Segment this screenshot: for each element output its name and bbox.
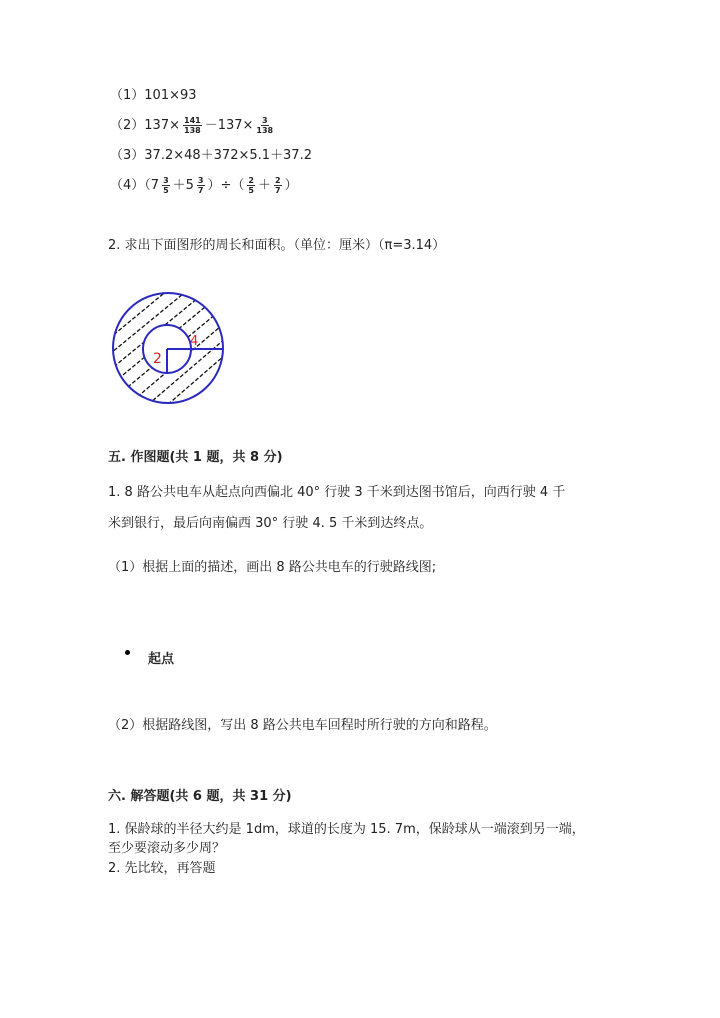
section-5-q1-line2: 米到银行，最后向南偏西 30° 行驶 4. 5 千米到达终点。 [108, 516, 433, 531]
section-6-q2: 2. 先比较，再答题 [108, 861, 216, 876]
expression: 37.2×48＋372×5.1＋37.2 [144, 148, 312, 163]
expr-part: ）÷（ [207, 178, 245, 193]
numerator: 3 [197, 176, 204, 185]
question-2-text: 2. 求出下面图形的周长和面积。（单位：厘米）（π=3.14） [108, 238, 446, 253]
item-label: （3） [110, 148, 145, 163]
calc-q1 [110, 87, 197, 105]
denominator: 5 [163, 186, 169, 195]
expr-part: ） [284, 178, 298, 193]
item-label: （4） [110, 178, 145, 193]
outer-radius-label: 4 [190, 334, 199, 349]
start-point-label: 起点 [148, 652, 175, 667]
section-5-sub1: （1）根据上面的描述，画出 8 路公共电车的行驶路线图; [108, 560, 437, 575]
numerator: 141 [184, 116, 201, 125]
expr-part: 137× [144, 118, 180, 133]
expr-part: ＋ [257, 178, 271, 193]
denominator: 138 [256, 126, 274, 135]
denominator: 7 [275, 186, 281, 195]
calc-q4 [110, 176, 298, 195]
section-5-heading: 五. 作图题(共 1 题，共 8 分) [108, 450, 283, 465]
fraction [162, 176, 170, 195]
expression: 101×93 [144, 88, 197, 103]
start-point-dot [125, 650, 130, 655]
fraction [197, 176, 205, 195]
calc-q3 [110, 147, 312, 165]
fraction [183, 116, 202, 135]
denominator: 5 [248, 186, 254, 195]
fraction [274, 176, 282, 195]
numerator: 3 [163, 176, 169, 185]
annulus-figure [100, 280, 240, 420]
section-6-heading: 六. 解答题(共 6 题，共 31 分) [108, 789, 292, 804]
expr-part: －137× [204, 118, 254, 133]
inner-radius-label: 2 [153, 351, 162, 367]
denominator: 138 [184, 126, 201, 135]
expr-part: ＋5 [172, 178, 194, 193]
expr-part: （7 [144, 178, 160, 193]
section-6-q1-line2: 至少要滚动多少周？ [108, 841, 226, 856]
section-6-q1-line1: 1. 保龄球的半径大约是 1dm，球道的长度为 15. 7m，保龄球从一端滚到另一端， [108, 822, 585, 837]
fraction [247, 176, 255, 195]
section-5-sub2: （2）根据路线图，写出 8 路公共电车回程时所行驶的方向和路程。 [108, 718, 497, 733]
item-label: （2） [110, 118, 145, 133]
section-5-q1-line1: 1. 8 路公共电车从起点向西偏北 40° 行驶 3 千米到达图书馆后，向西行驶 4 千 [108, 485, 566, 500]
calc-q2 [110, 116, 276, 135]
numerator: 3 [261, 116, 268, 125]
numerator: 2 [275, 176, 281, 185]
numerator: 2 [248, 176, 254, 185]
fraction [256, 116, 273, 135]
item-label: （1） [110, 88, 145, 103]
denominator: 7 [197, 186, 204, 195]
